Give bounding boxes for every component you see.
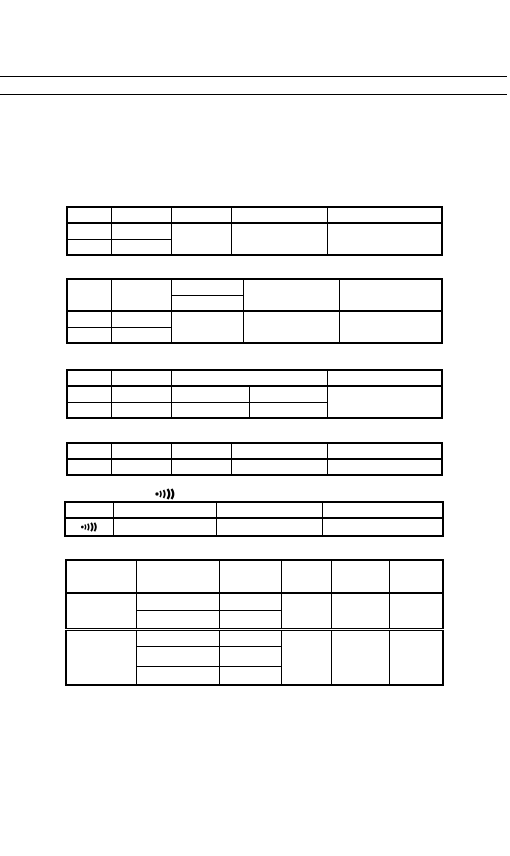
- table-cell: [66, 629, 136, 685]
- table-cell: [67, 311, 111, 327]
- table-cell: [231, 207, 327, 223]
- table-cell: [331, 629, 389, 685]
- table-cell: [111, 459, 171, 475]
- table-cell: [113, 502, 216, 518]
- table-row: [67, 386, 442, 402]
- table-cell: [327, 459, 442, 475]
- table-cell: [219, 646, 281, 666]
- table-row: [67, 459, 442, 475]
- table-cell: [216, 502, 322, 518]
- table-cell: [219, 610, 281, 629]
- table-cell: [231, 443, 327, 459]
- table-cell: [111, 386, 171, 402]
- table-cell: [327, 223, 442, 255]
- table-row: [67, 207, 442, 223]
- table-row: [66, 560, 443, 593]
- table-cell: [111, 443, 171, 459]
- table-cell: [171, 459, 231, 475]
- table-row: [66, 629, 443, 646]
- table-cell: [111, 311, 171, 327]
- table-cell: [281, 593, 331, 629]
- table-cell: [171, 443, 231, 459]
- table-cell: [327, 443, 442, 459]
- table-cell: [111, 279, 171, 311]
- table-cell: [171, 311, 243, 343]
- table-cell: [171, 295, 243, 311]
- table-row: [67, 443, 442, 459]
- table-cell: [327, 370, 442, 386]
- table-3: [66, 369, 443, 419]
- table-cell: [389, 560, 443, 593]
- table-cell: [249, 386, 327, 402]
- table-cell: [113, 518, 216, 536]
- table-cell: [67, 443, 111, 459]
- table-cell: [67, 459, 111, 475]
- table-cell: [219, 593, 281, 610]
- table-1: [66, 206, 443, 256]
- table-cell: [249, 402, 327, 418]
- table-cell: [67, 279, 111, 311]
- table-cell: [243, 279, 339, 311]
- table-cell: [111, 402, 171, 418]
- table-cell: [136, 593, 219, 610]
- table-cell: [111, 207, 171, 223]
- table-cell: [111, 327, 171, 343]
- table-5: [64, 501, 444, 537]
- table-row: [67, 311, 442, 327]
- table-cell: [67, 370, 111, 386]
- table-cell: [219, 629, 281, 646]
- table-cell: [111, 239, 171, 255]
- table-cell: [136, 629, 219, 646]
- table-cell: [171, 402, 249, 418]
- table-cell: [171, 386, 249, 402]
- table-cell: [136, 666, 219, 685]
- table-cell: [111, 370, 171, 386]
- table-cell: [322, 518, 443, 536]
- table-cell: [389, 629, 443, 685]
- table-cell: [67, 207, 111, 223]
- table-cell: [67, 327, 111, 343]
- table-cell: [322, 502, 443, 518]
- table-row: [67, 370, 442, 386]
- table-cell: [65, 502, 113, 518]
- table-cell: [171, 207, 231, 223]
- table-row: [66, 593, 443, 610]
- table-cell: [243, 311, 339, 343]
- table-cell: [389, 593, 443, 629]
- table-cell: [66, 593, 136, 629]
- table-cell: [281, 560, 331, 593]
- table-cell: [67, 223, 111, 239]
- table-6: [65, 559, 444, 686]
- header-rule-bottom: [0, 94, 507, 95]
- table-cell: [327, 386, 442, 418]
- table-cell: [67, 239, 111, 255]
- table-cell: [65, 518, 113, 536]
- table-4: [66, 442, 443, 476]
- table-cell: [219, 560, 281, 593]
- table-cell: [67, 402, 111, 418]
- table-cell: [136, 646, 219, 666]
- header-rule-top: [0, 76, 507, 77]
- table-cell: [136, 560, 219, 593]
- table-cell: [171, 370, 327, 386]
- table-row: [67, 223, 442, 239]
- table-cell: [331, 593, 389, 629]
- sound-wave-icon: [154, 487, 176, 499]
- table-cell: [281, 629, 331, 685]
- table-cell: [171, 279, 243, 295]
- sound-wave-icon: [79, 522, 99, 532]
- table-cell: [231, 223, 327, 255]
- table-2: [66, 278, 443, 344]
- table-cell: [327, 207, 442, 223]
- table-cell: [231, 459, 327, 475]
- table-cell: [111, 223, 171, 239]
- table-cell: [66, 560, 136, 593]
- table-row: [65, 518, 443, 536]
- table-row: [67, 279, 442, 295]
- table-cell: [67, 386, 111, 402]
- table-cell: [339, 279, 442, 311]
- table-cell: [171, 223, 231, 255]
- table-cell: [219, 666, 281, 685]
- table-cell: [216, 518, 322, 536]
- table-row: [65, 502, 443, 518]
- table-cell: [331, 560, 389, 593]
- table-cell: [136, 610, 219, 629]
- table-cell: [339, 311, 442, 343]
